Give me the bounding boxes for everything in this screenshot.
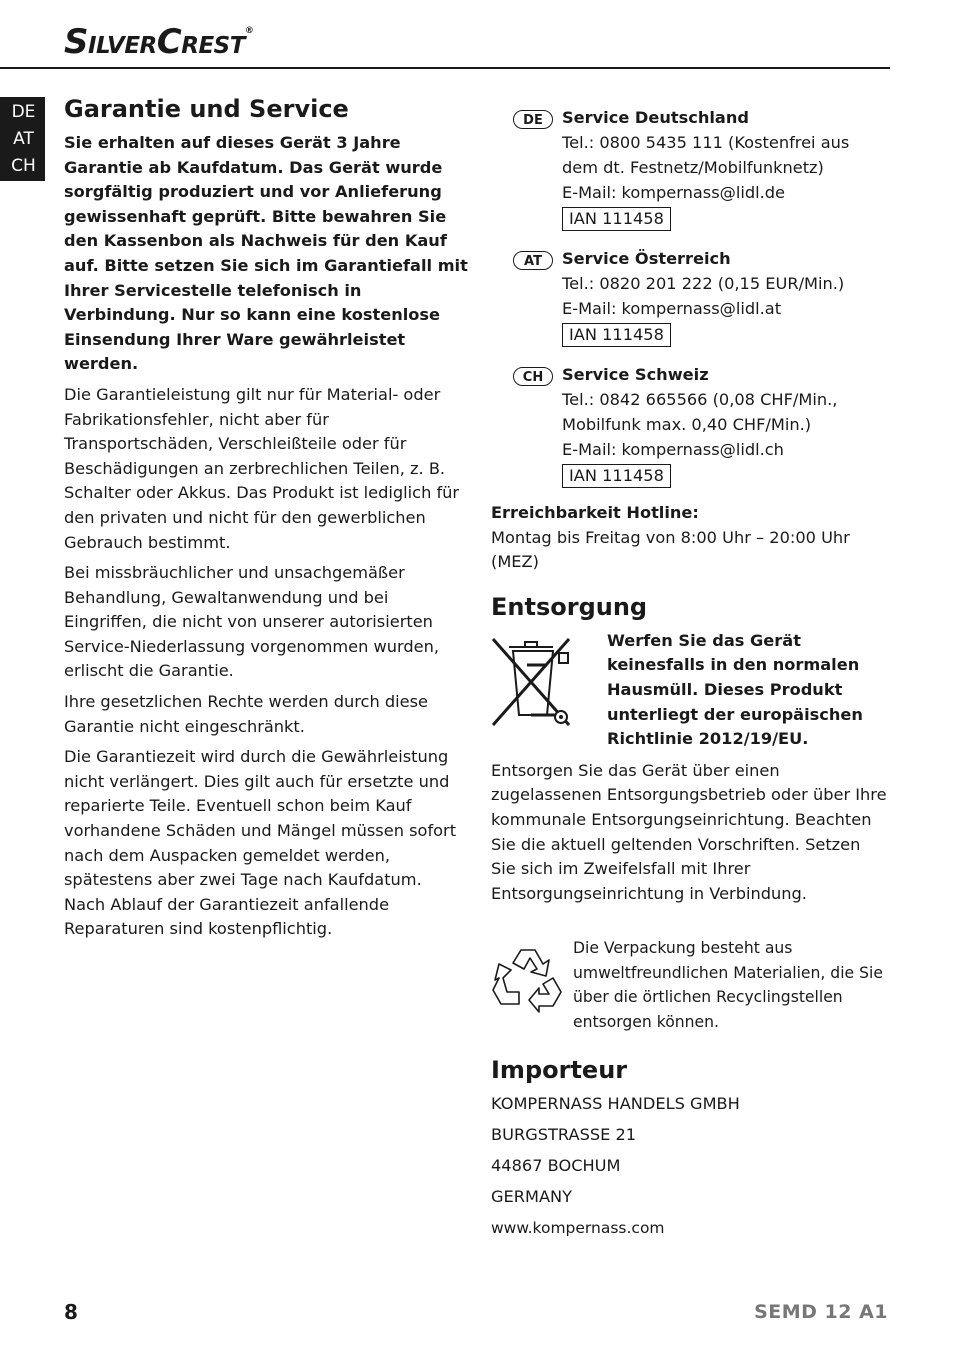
service-block-de — [491, 105, 889, 237]
service-block-at — [491, 246, 889, 353]
ian-box: IAN 111458 — [562, 207, 671, 231]
recycling-icon — [491, 942, 565, 1016]
importer-website: www.kompernass.com — [491, 1219, 665, 1238]
ian-box: IAN 111458 — [562, 464, 671, 488]
packaging-block — [491, 936, 889, 1036]
header-rule — [0, 67, 890, 69]
warranty-heading: Garantie und Service — [64, 95, 349, 123]
hotline-info — [491, 501, 889, 575]
lang-ch: CH — [11, 156, 36, 176]
packaging-text: Die Verpackung besteht aus umweltfreundlichen Materialien, die Sie über die örtlichen Recyclingstellen entsorgen können. — [573, 939, 883, 1031]
service-line: Tel.: 0800 5435 111 (Kostenfrei aus — [562, 133, 850, 152]
service-email: E-Mail: kompernass@lidl.ch — [562, 440, 784, 459]
service-line: Tel.: 0820 201 222 (0,15 EUR/Min.) — [562, 274, 845, 293]
importer-line: 44867 BOCHUM — [491, 1156, 621, 1176]
brand-logo: SILVERCREST® — [64, 22, 254, 62]
disposal-text: Entsorgen Sie das Gerät über einen zugelassenen Entsorgungsbetrieb oder über Ihre kommunale Entsorgungseinrichtung. Beachten Sie die aktuell geltenden Vorschriften. Setzen Sie sich im Zweifelsfall mit Ihrer Entsorgungseinrichtung in Verbindung. — [491, 760, 887, 903]
lang-at: AT — [13, 129, 34, 149]
left-column — [64, 93, 468, 948]
service-email: E-Mail: kompernass@lidl.de — [562, 183, 786, 202]
disposal-block — [491, 629, 889, 759]
right-column — [491, 105, 889, 1247]
hotline-label: Erreichbarkeit Hotline: — [491, 503, 699, 522]
crossed-bin-icon — [491, 633, 571, 729]
importer-line: KOMPERNASS HANDELS GMBH — [491, 1094, 740, 1114]
hotline-hours: Montag bis Freitag von 8:00 Uhr – 20:00 Uhr (MEZ) — [491, 527, 850, 572]
lang-de: DE — [11, 102, 36, 122]
service-line: dem dt. Festnetz/Mobilfunknetz) — [562, 158, 824, 177]
model-number: SEMD 12 A1 — [754, 1301, 888, 1323]
disposal-warning: Werfen Sie das Gerät keinesfalls in den normalen Hausmüll. Dieses Produkt unterliegt der europäischen Richtlinie 2012/19/EU. — [607, 630, 863, 749]
warranty-paragraph: Die Garantiezeit wird durch die Gewährleistung nicht verlängert. Dies gilt auch für ersetzte und reparierte Teile. Eventuell schon beim Kauf vorhandene Schäden und Mängel müssen sofort nach dem Auspacken gemeldet werden, spätestens aber zwei Tage nach Kaufdatum. Nach Ablauf der Garantiezeit anfallende Reparaturen sind kostenpflichtig. — [64, 747, 457, 939]
warranty-paragraph: Bei missbräuchlicher und unsachgemäßer Behandlung, Gewaltanwendung und bei Eingriffen, die nicht von unserer autorisierten Service-Niederlassung vorgenommen wurden, erlischt die Garantie. — [64, 563, 440, 681]
language-tab — [0, 97, 45, 181]
country-badge-ch: CH — [513, 367, 553, 386]
service-name: Service Österreich — [562, 249, 731, 268]
importer-address — [491, 1092, 889, 1241]
country-badge-at: AT — [513, 251, 553, 270]
ian-box: IAN 111458 — [562, 323, 671, 347]
service-block-ch — [491, 362, 889, 494]
warranty-intro: Sie erhalten auf dieses Gerät 3 Jahre Garantie ab Kaufdatum. Das Gerät wurde sorgfältig produziert und vor Anlieferung gewissenhaft geprüft. Bitte bewahren Sie den Kassenbon als Nachweis für den Kauf auf. Bitte setzen Sie sich im Garantiefall mit Ihrer Servicestelle telefonisch in Verbindung. Nur so kann eine kostenlose Einsendung Ihrer Ware gewährleistet werden. — [64, 133, 468, 374]
service-line: Tel.: 0842 665566 (0,08 CHF/Min., — [562, 390, 838, 409]
service-name: Service Schweiz — [562, 365, 709, 384]
service-line: Mobilfunk max. 0,40 CHF/Min.) — [562, 415, 812, 434]
disposal-heading: Entsorgung — [491, 592, 648, 621]
warranty-paragraph: Die Garantieleistung gilt nur für Material- oder Fabrikationsfehler, nicht aber für Transportschäden, Verschleißteile oder für Beschädigungen an zerbrechlichen Teilen, z. B. Schalter oder Akkus. Das Produkt ist lediglich für den privaten und nicht für den gewerblichen Gebrauch bestimmt. — [64, 384, 460, 552]
service-name: Service Deutschland — [562, 108, 749, 127]
warranty-paragraph: Ihre gesetzlichen Rechte werden durch diese Garantie nicht eingeschränkt. — [64, 692, 428, 736]
service-email: E-Mail: kompernass@lidl.at — [562, 299, 782, 318]
importer-heading: Importeur — [491, 1056, 628, 1085]
page-number: 8 — [64, 1300, 78, 1324]
importer-line: GERMANY — [491, 1187, 573, 1207]
importer-line: BURGSTRASSE 21 — [491, 1125, 637, 1145]
country-badge-de: DE — [513, 110, 553, 129]
